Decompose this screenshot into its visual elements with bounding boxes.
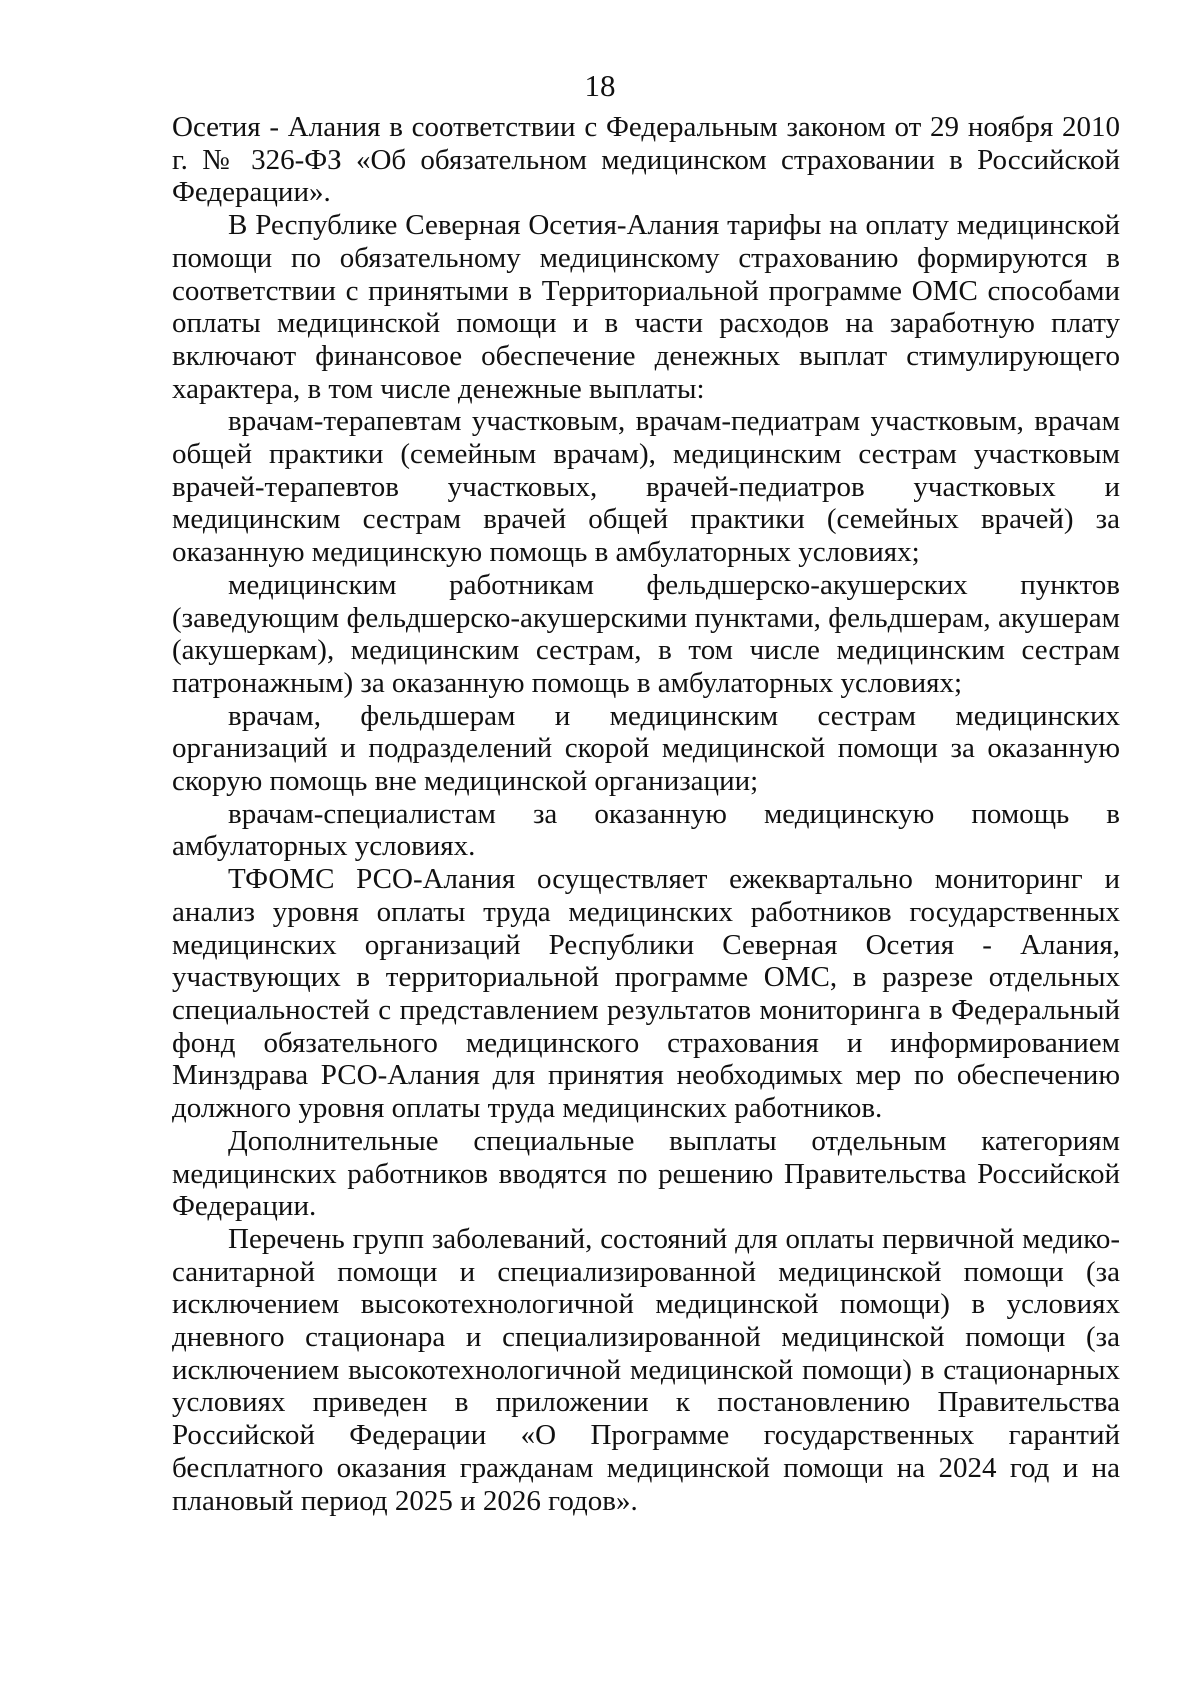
- paragraph-additional-payments: Дополнительные специальные выплаты отдельным категориям медицинских работников вводятся по решению Правительства Российской Федерации.: [172, 1124, 1120, 1223]
- paragraph-disease-groups: Перечень групп заболеваний, состояний для оплаты первичной медико-санитарной помощи и специализированной медицинской помощи (за исключением высокотехнологичной медицинской помощи) в условиях дневного стационара и специализированной медицинской помощи (за исключением высокотехнологичной медицинской помощи) в стационарных условиях приведен в приложении к постановлению Правительства Российской Федерации «О Программе государственных гарантий бесплатного оказания гражданам медицинской помощи на 2024 год и на плановый период 2025 и 2026 годов».: [172, 1222, 1120, 1517]
- document-body: [172, 111, 1120, 1517]
- page-number: 18: [584, 68, 616, 103]
- paragraph-list-item-emergency-care: врачам, фельдшерам и медицинским сестрам медицинских организаций и подразделений скорой медицинской помощи за оказанную скорую помощь вне медицинской организации;: [172, 699, 1120, 798]
- paragraph-list-item-specialists: врачам-специалистам за оказанную медицинскую помощь в амбулаторных условиях.: [172, 797, 1120, 863]
- paragraph-list-item-district-doctors: врачам-терапевтам участковым, врачам-педиатрам участковым, врачам общей практики (семейным врачам), медицинским сестрам участковым врачей-терапевтов участковых, врачей-педиатров участковых и медицинским сестрам врачей общей практики (семейных врачей) за оказанную медицинскую помощь в амбулаторных условиях;: [172, 405, 1120, 569]
- paragraph-tariffs: В Республике Северная Осетия-Алания тарифы на оплату медицинской помощи по обязательному медицинскому страхованию формируются в соответствии с принятыми в Территориальной программе ОМС способами оплаты медицинской помощи и в части расходов на заработную плату включают финансовое обеспечение денежных выплат стимулирующего характера, в том числе денежные выплаты:: [172, 209, 1120, 405]
- paragraph-monitoring: ТФОМС РСО-Алания осуществляет ежеквартально мониторинг и анализ уровня оплаты труда медицинских работников государственных медицинских организаций Республики Северная Осетия - Алания, участвующих в территориальной программе ОМС, в разрезе отдельных специальностей с представлением результатов мониторинга в Федеральный фонд обязательного медицинского страхования и информированием Минздрава РСО-Алания для принятия необходимых мер по обеспечению должного уровня оплаты труда медицинских работников.: [172, 863, 1120, 1125]
- paragraph-list-item-feldsher-points: медицинским работникам фельдшерско-акушерских пунктов (заведующим фельдшерско-акушерскими пунктами, фельдшерам, акушерам (акушеркам), медицинским сестрам, в том числе медицинским сестрам патронажным) за оказанную помощь в амбулаторных условиях;: [172, 568, 1120, 699]
- paragraph-law-reference: Осетия - Алания в соответствии с Федеральным законом от 29 ноября 2010 г. № 326-ФЗ «Об обязательном медицинском страховании в Российской Федерации».: [172, 111, 1120, 209]
